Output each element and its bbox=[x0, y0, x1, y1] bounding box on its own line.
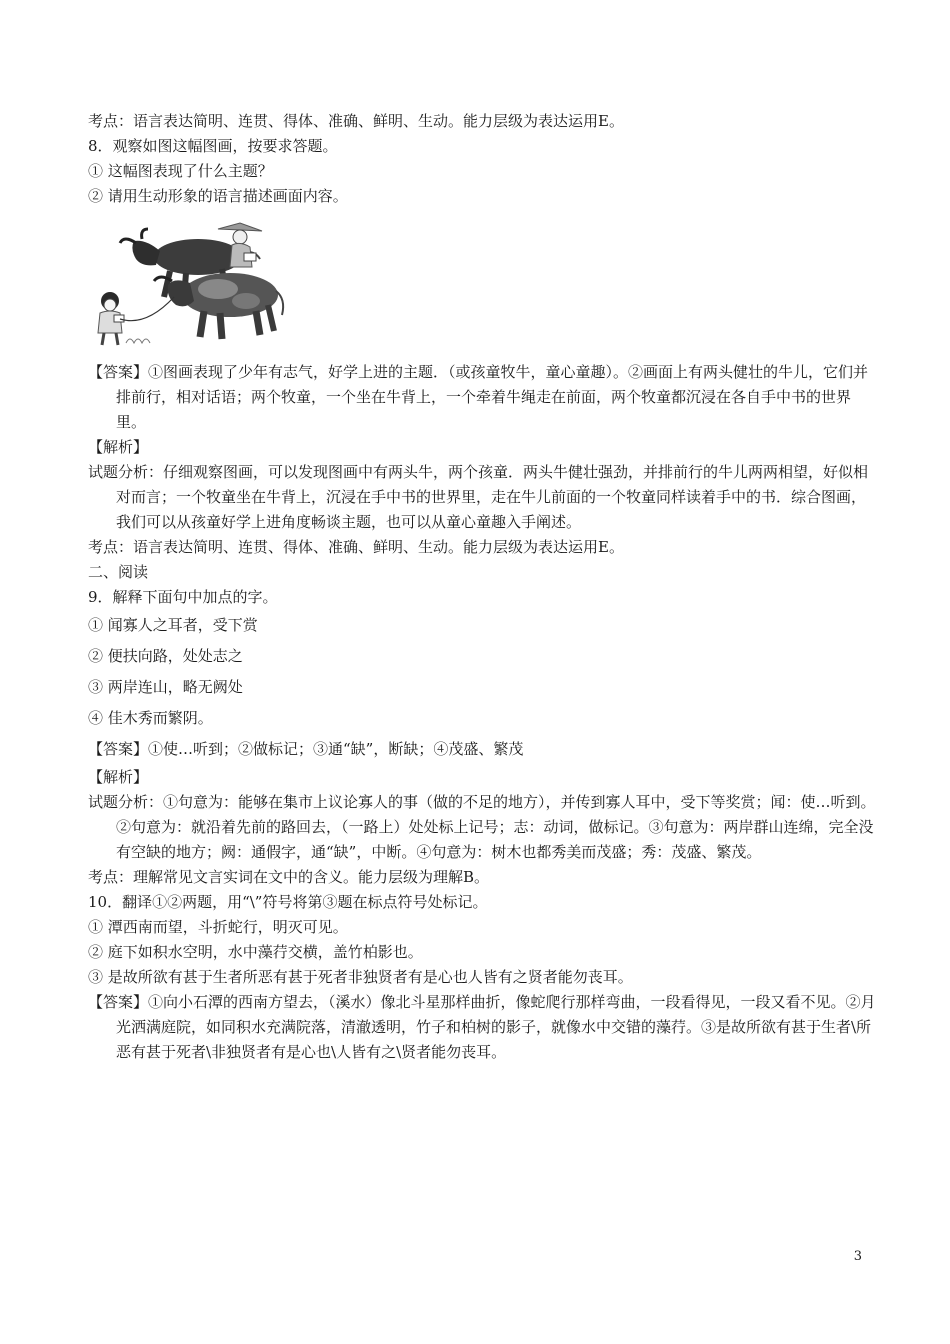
analysis-8: 试题分析：仔细观察图画，可以发现图画中有两头牛，两个孩童．两头牛健壮强劲，并排前行的牛儿两两相望，好似相对而言；一个牧童坐在牛背上，沉浸在手中书的世界里，走在牛儿前面的一个牧童同样读着手中的书．综合图画，我们可以从孩童好学上进角度畅谈主题，也可以从童心童趣入手阐述。 bbox=[88, 463, 869, 531]
page-number: 3 bbox=[853, 1249, 862, 1264]
kaodian-9: 考点：理解常见文言实词在文中的含义。能力层级为理解B。 bbox=[88, 868, 490, 886]
answer-8: 【答案】①图画表现了少年有志气，好学上进的主题．（或孩童牧牛，童心童趣）。②画面上有两头健壮的牛儿，它们并排前行，相对话语；两个牧童，一个坐在牛背上，一个牵着牛绳走在前面，两个牧童都沉浸在各自手中书的世界里。 bbox=[88, 363, 869, 431]
question-8-part-2: ② 请用生动形象的语言描述画面内容。 bbox=[88, 187, 348, 205]
question-9-item-2: ② 便扶向路，处处志之 bbox=[88, 647, 243, 665]
question-8: 8．观察如图这幅图画，按要求答题。 bbox=[88, 137, 338, 155]
question-9: 9．解释下面句中加点的字。 bbox=[88, 588, 278, 606]
analysis-label-8: 【解析】 bbox=[88, 438, 149, 456]
question-10: 10．翻译①②两题，用“\”符号将第③题在标点符号处标记。 bbox=[88, 893, 488, 911]
answer-9: 【答案】①使…听到；②做标记；③通“缺”，断缺；④茂盛、繁茂 bbox=[88, 740, 524, 758]
question-9-item-3: ③ 两岸连山，略无阙处 bbox=[88, 678, 243, 696]
answer-10: 【答案】①向小石潭的西南方望去，（溪水）像北斗星那样曲折，像蛇爬行那样弯曲，一段看得见，一段又看不见。②月光洒满庭院，如同积水充满院落，清澈透明，竹子和柏树的影子，就像水中交错的藻荇。③是故所欲有甚于生者\所恶有甚于死者\非独贤者有是心也\人皆有之\贤者能勿丧耳。 bbox=[88, 993, 876, 1061]
kaodian-8: 考点：语言表达简明、连贯、得体、准确、鲜明、生动。能力层级为表达运用E。 bbox=[88, 538, 624, 556]
children-herding-oxen-illustration bbox=[90, 215, 290, 350]
question-10-item-1: ① 潭西南而望，斗折蛇行，明灭可见。 bbox=[88, 918, 348, 936]
question-10-item-2: ② 庭下如积水空明，水中藻荇交横，盖竹柏影也。 bbox=[88, 943, 423, 961]
question-9-item-1: ① 闻寡人之耳者，受下赏 bbox=[88, 616, 258, 634]
question-8-part-1: ① 这幅图表现了什么主题？ bbox=[88, 162, 273, 180]
page-content bbox=[88, 109, 878, 1065]
kaodian-7: 考点：语言表达简明、连贯、得体、准确、鲜明、生动。能力层级为表达运用E。 bbox=[88, 112, 624, 130]
section-reading: 二、阅读 bbox=[88, 563, 149, 581]
analysis-label-9: 【解析】 bbox=[88, 768, 149, 786]
analysis-9: 试题分析：①句意为：能够在集市上议论寡人的事（做的不足的地方），并传到寡人耳中，受下等奖赏；闻：使…听到。②句意为：就沿着先前的路回去，（一路上）处处标上记号；志：动词，做标记。③句意为：两岸群山连绵，完全没有空缺的地方；阙：通假字，通“缺”，中断。④句意为：树木也都秀美而茂盛；秀：茂盛、繁茂。 bbox=[88, 793, 876, 861]
question-9-item-4: ④ 佳木秀而繁阴。 bbox=[88, 709, 213, 727]
question-10-item-3: ③ 是故所欲有甚于生者所恶有甚于死者非独贤者有是心也人皆有之贤者能勿丧耳。 bbox=[88, 968, 633, 986]
